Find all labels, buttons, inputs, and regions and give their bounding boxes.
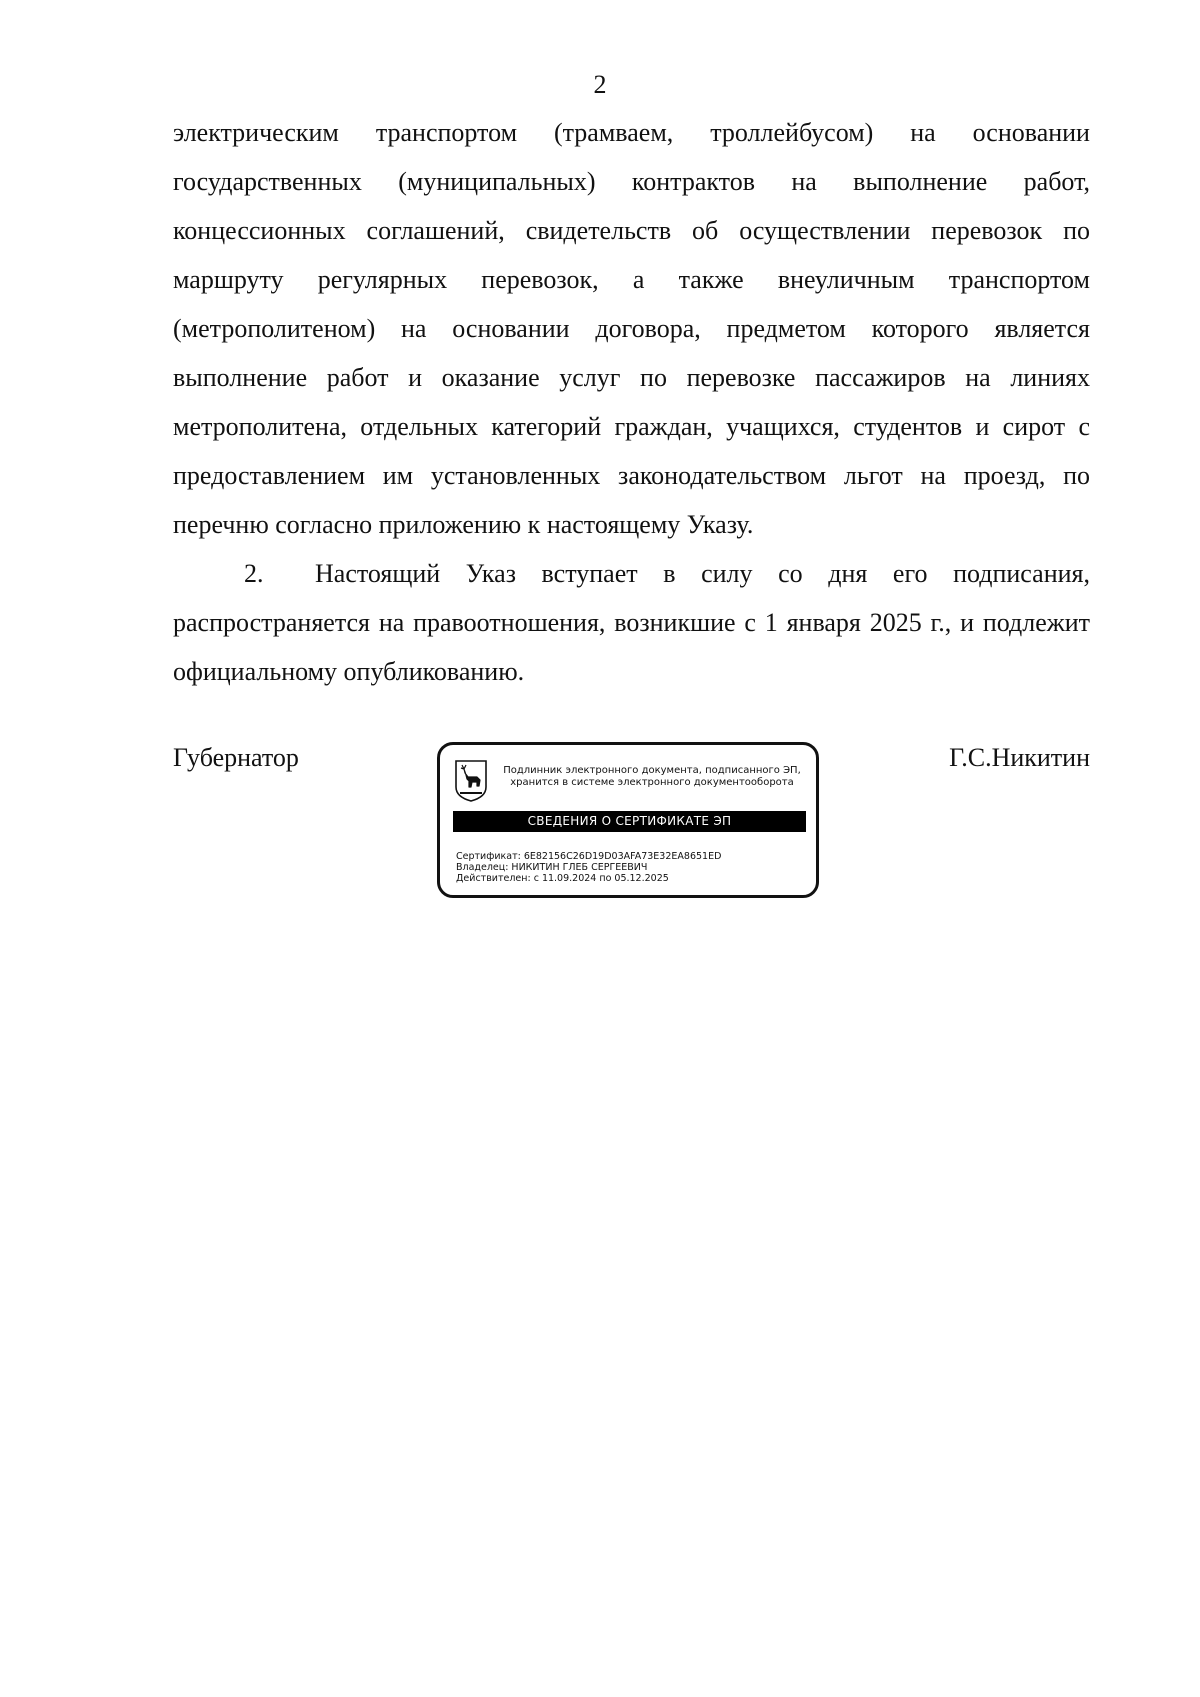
word: (трамваем, [553, 118, 674, 147]
stamp-header-line: хранится в системе электронного документооборота [510, 777, 794, 788]
document-body [173, 108, 1090, 696]
certificate-owner: Владелец: НИКИТИН ГЛЕБ СЕРГЕЕВИЧ [456, 862, 648, 873]
paragraph-rest: государственных (муниципальных) контрактов на выполнение работ, концессионных соглашений, свидетельств об осуществлении перевозок по маршруту регулярных перевозок, а также внеуличным транспортом (метрополитеном) на основании договора, предметом которого является выполнение работ и оказание услуг по перевозке пассажиров на линиях метрополитена, отдельных категорий граждан, учащихся, студентов и сирот с предоставлением им установленных законодательством льгот на проезд, по перечню согласно приложению к настоящему Указу. [173, 167, 1090, 539]
page-number: 2 [593, 70, 607, 99]
clause-text: Настоящий Указ вступает в силу со дня его подписания, распространяется на правоотношения, возникшие с 1 января 2025 г., и подлежит официальному опубликованию. [173, 559, 1090, 686]
certificate-details [456, 851, 806, 884]
stamp-header-line: Подлинник электронного документа, подписанного ЭП, [503, 765, 801, 776]
stamp-header [492, 765, 812, 789]
certificate-validity: Действителен: с 11.09.2024 по 05.12.2025 [456, 873, 669, 884]
word: основании [972, 118, 1090, 147]
clause-2 [173, 549, 1090, 696]
signer-position: Губернатор [173, 743, 299, 772]
paragraph-first-line [173, 108, 1090, 157]
certificate-info-bar: СВЕДЕНИЯ О СЕРТИФИКАТЕ ЭП [453, 811, 806, 832]
word: электрическим [173, 118, 339, 147]
word: транспортом [375, 118, 518, 147]
certificate-number: Сертификат: 6E82156C26D19D03AFA73E32EA8651ED [456, 851, 722, 862]
word: на [910, 118, 936, 147]
deer-emblem-icon [454, 759, 488, 803]
electronic-signature-stamp [437, 742, 819, 898]
signer-name: Г.С.Никитин [949, 743, 1090, 772]
clause-number: 2. [244, 559, 264, 588]
paragraph-continuation [173, 108, 1090, 549]
word: троллейбусом) [710, 118, 874, 147]
